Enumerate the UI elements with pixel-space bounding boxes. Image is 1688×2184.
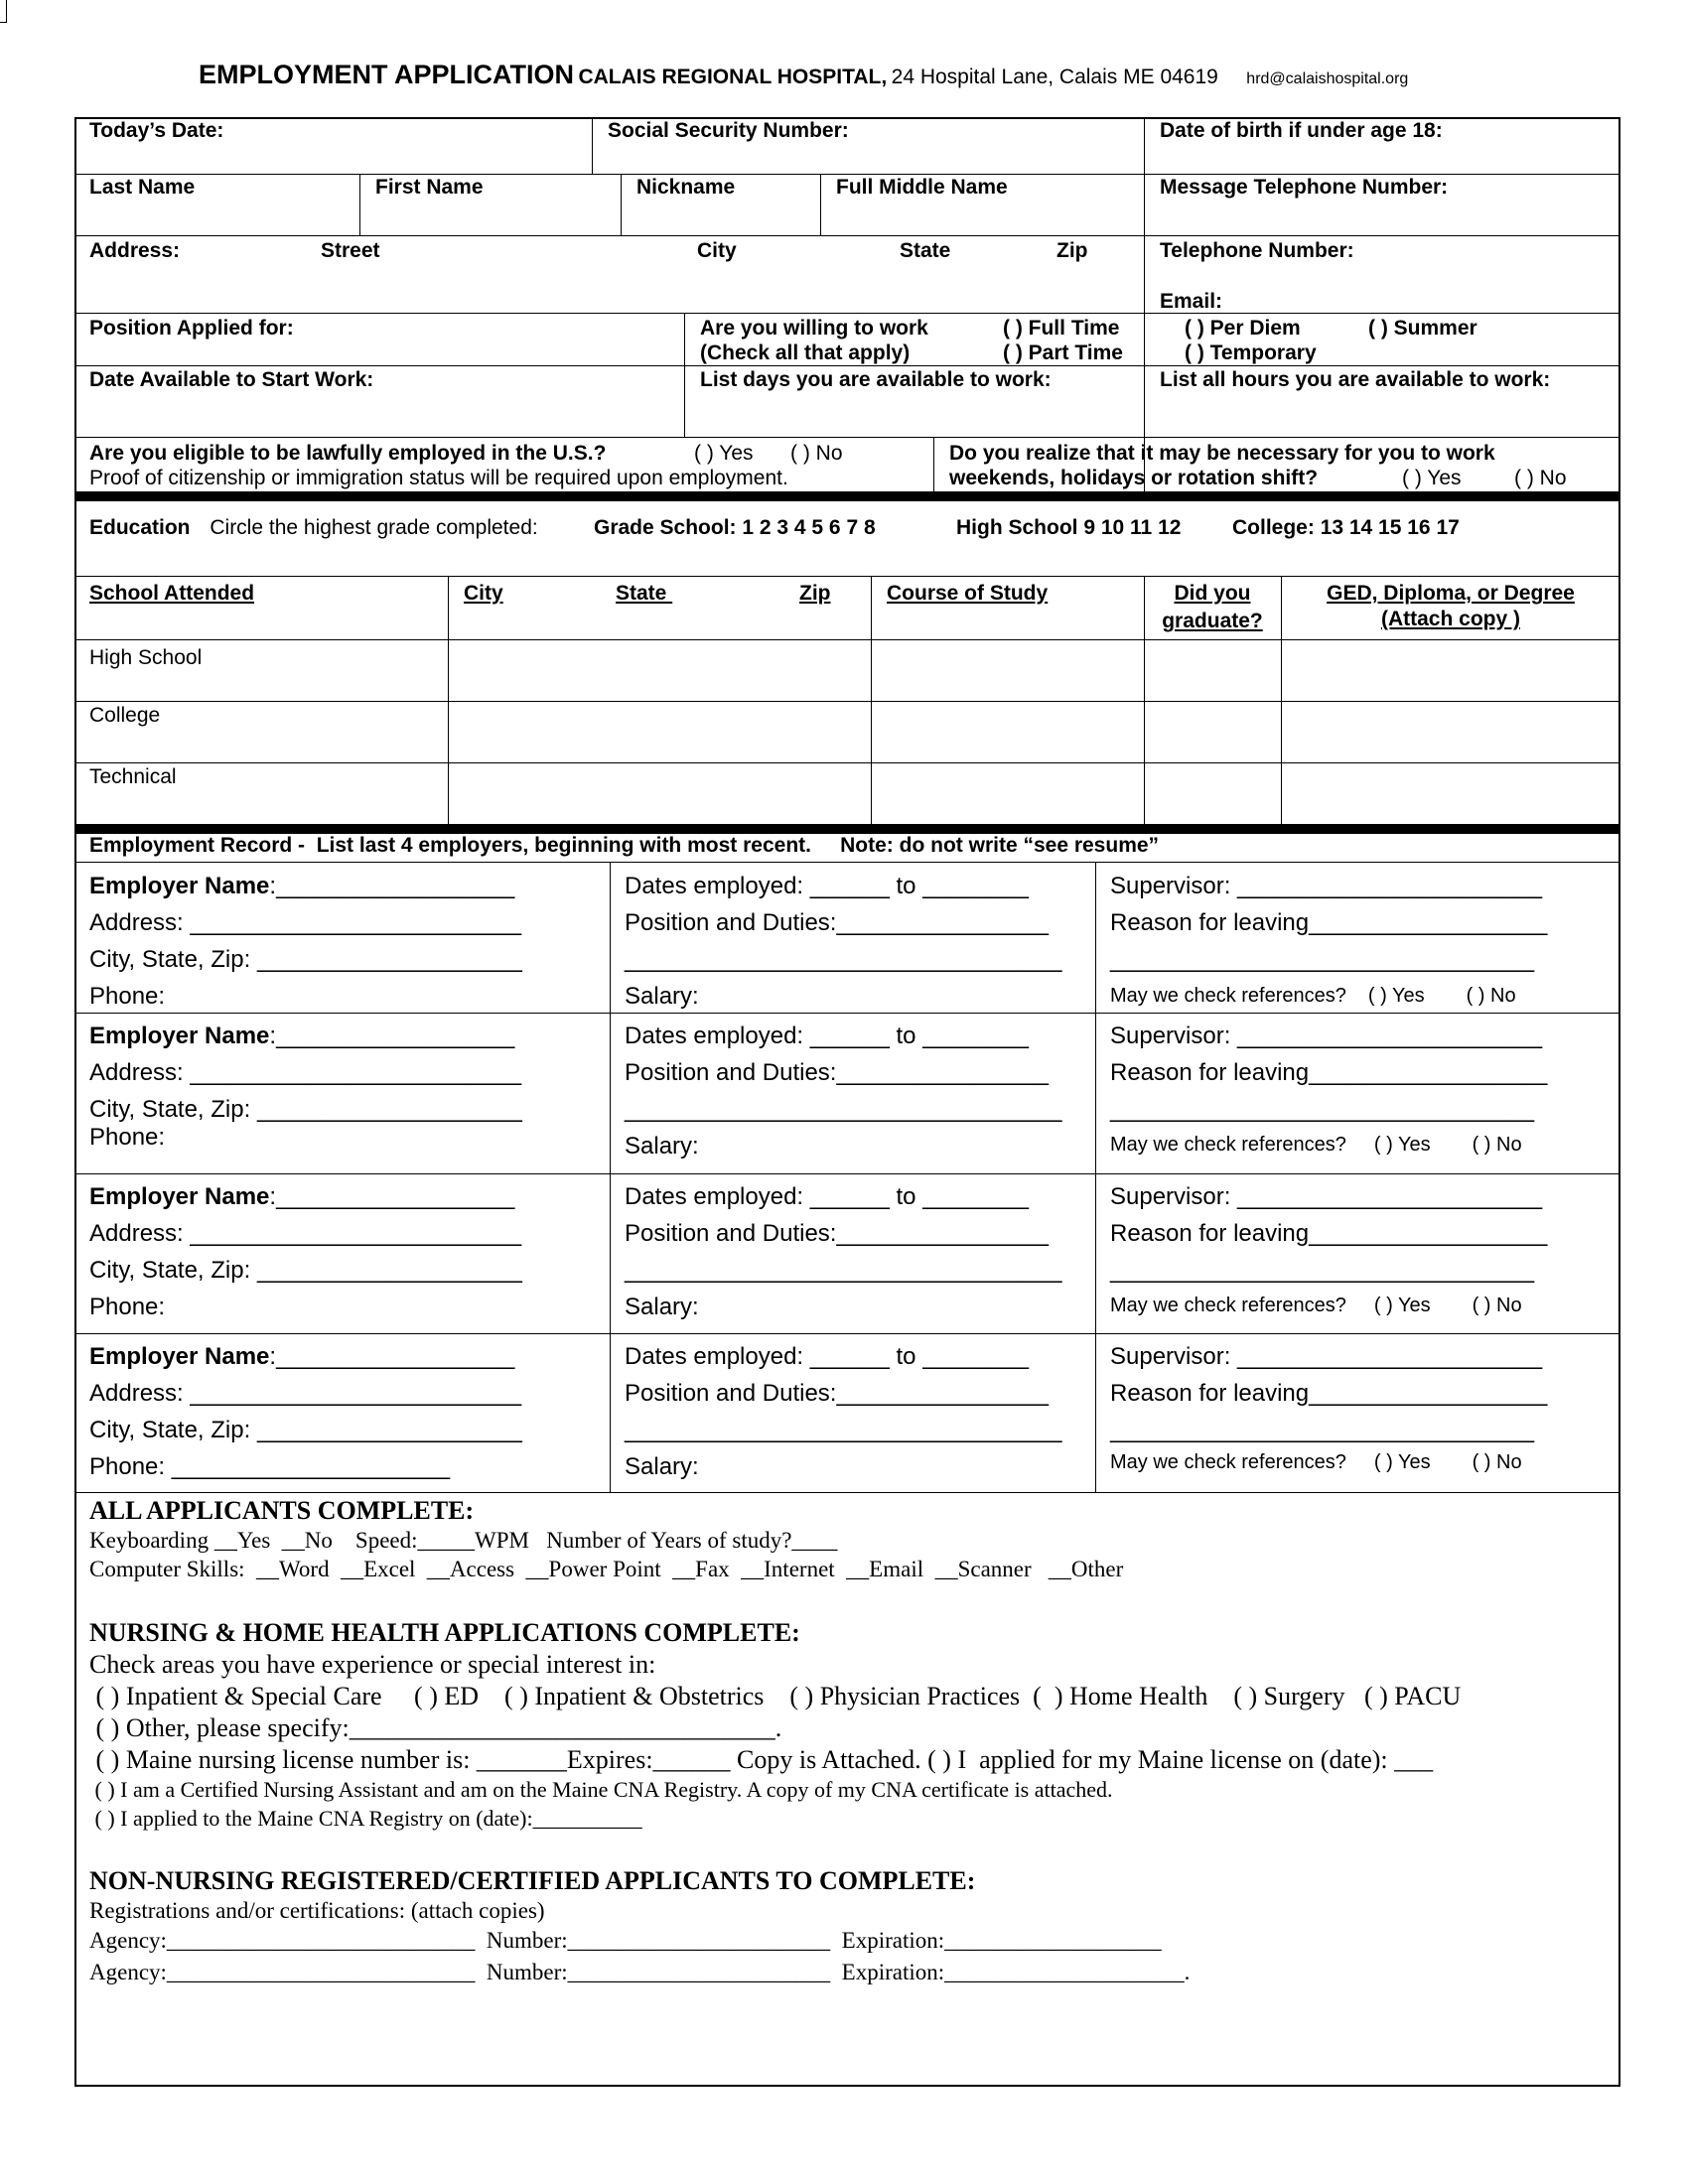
employer-4-phone[interactable]: Phone: _____________________: [89, 1453, 451, 1480]
employer-4-city-state-zip[interactable]: City, State, Zip: ____________________: [89, 1417, 522, 1443]
cna-applied-line[interactable]: ( ) I applied to the Maine CNA Registry on (date):__________: [89, 1806, 642, 1831]
education-label: Education: [89, 516, 191, 539]
hours-available-label: List all hours you are available to work:: [1160, 368, 1551, 391]
willing-to-work-label: Are you willing to work: [700, 317, 928, 340]
per-diem-checkbox[interactable]: ( ) Per Diem: [1185, 317, 1301, 340]
employer-4-ref-yes[interactable]: ( ) Yes: [1373, 1451, 1431, 1473]
eligible-label: Are you eligible to be lawfully employed in the U.S.?: [89, 442, 607, 465]
hospital-name: CALAIS REGIONAL HOSPITAL,: [578, 66, 888, 88]
first-name-label: First Name: [375, 176, 484, 199]
employer-2-position-line[interactable]: _________________________________: [625, 1096, 1062, 1123]
col-state: State: [616, 582, 673, 605]
temporary-checkbox[interactable]: ( ) Temporary: [1185, 341, 1317, 364]
employer-3-reason[interactable]: Reason for leaving__________________: [1110, 1220, 1548, 1247]
employer-2-name[interactable]: Employer Name:__________________: [89, 1023, 515, 1049]
employer-1-phone[interactable]: Phone:: [89, 983, 166, 1010]
row-divider: [74, 365, 1620, 366]
keyboarding-line[interactable]: Keyboarding __Yes __No Speed:_____WPM Number of Years of study?____: [89, 1528, 838, 1553]
employer-4-supervisor[interactable]: Supervisor: _______________________: [1110, 1343, 1543, 1370]
employer-2-references: May we check references? ( ) Yes ( ) No: [1110, 1134, 1522, 1156]
position-applied-label: Position Applied for:: [89, 317, 294, 340]
row-divider: [74, 701, 1620, 702]
full-time-checkbox[interactable]: ( ) Full Time: [1003, 317, 1120, 340]
agency-line-1[interactable]: Agency:___________________________ Number:_______________________ Expiration:___________________: [89, 1928, 1162, 1953]
eligible-no-checkbox[interactable]: ( ) No: [790, 442, 843, 465]
employer-4-address[interactable]: Address: _________________________: [89, 1380, 522, 1407]
employer-3-references: May we check references? ( ) Yes ( ) No: [1110, 1295, 1522, 1316]
todays-date-label: Today’s Date:: [89, 119, 224, 142]
col-divider: [684, 313, 685, 437]
city-label: City: [697, 239, 737, 262]
employer-2-city-state-zip[interactable]: City, State, Zip: ____________________: [89, 1096, 522, 1123]
state-label: State: [900, 239, 951, 262]
school-row-college: College: [89, 704, 161, 727]
agency-line-2[interactable]: Agency:___________________________ Number:_______________________ Expiration:_____________________.: [89, 1960, 1191, 1984]
employer-1-ref-yes[interactable]: ( ) Yes: [1367, 985, 1425, 1007]
part-time-checkbox[interactable]: ( ) Part Time: [1003, 341, 1123, 364]
grade-school-options[interactable]: Grade School: 1 2 3 4 5 6 7 8: [594, 516, 876, 539]
proof-citizenship-note: Proof of citizenship or immigration status will be required upon employment.: [89, 467, 788, 489]
employer-3-dates[interactable]: Dates employed: ______ to ________: [625, 1183, 1029, 1210]
all-applicants-heading: ALL APPLICANTS COMPLETE:: [89, 1496, 475, 1525]
telephone-label: Telephone Number:: [1160, 239, 1354, 262]
row-divider: [74, 313, 1620, 314]
row-divider: [74, 862, 1620, 863]
nickname-label: Nickname: [636, 176, 736, 199]
row-divider: [74, 1013, 1620, 1014]
employer-4-reason[interactable]: Reason for leaving__________________: [1110, 1380, 1548, 1407]
employer-1-position[interactable]: Position and Duties:________________: [625, 909, 1050, 936]
zip-label: Zip: [1056, 239, 1088, 262]
realize-yes-checkbox[interactable]: ( ) Yes: [1402, 467, 1462, 489]
col-degree-line1: GED, Diploma, or Degree: [1327, 582, 1575, 605]
realize-no-checkbox[interactable]: ( ) No: [1514, 467, 1567, 489]
employer-3-name[interactable]: Employer Name:__________________: [89, 1183, 515, 1210]
form-title: EMPLOYMENT APPLICATION: [199, 60, 574, 89]
employer-1-address[interactable]: Address: _________________________: [89, 909, 522, 936]
employer-2-supervisor[interactable]: Supervisor: _______________________: [1110, 1023, 1543, 1049]
employer-3-ref-yes[interactable]: ( ) Yes: [1373, 1295, 1431, 1316]
employer-3-address[interactable]: Address: _________________________: [89, 1220, 522, 1247]
section-divider-thick: [74, 491, 1620, 501]
employer-1-salary[interactable]: Salary:: [625, 983, 699, 1010]
check-all-label: (Check all that apply): [700, 341, 911, 364]
employer-1-reason[interactable]: Reason for leaving__________________: [1110, 909, 1548, 936]
col-divider: [592, 117, 593, 174]
computer-skills-line[interactable]: Computer Skills: __Word __Excel __Access __Power Point __Fax __Internet __Email __Scanner __Other: [89, 1557, 1124, 1581]
nursing-heading: NURSING & HOME HEALTH APPLICATIONS COMPLETE:: [89, 1618, 800, 1647]
col-degree-line2: (Attach copy ): [1380, 608, 1520, 630]
employer-4-position[interactable]: Position and Duties:________________: [625, 1380, 1050, 1407]
col-divider: [621, 174, 622, 235]
realize-question-line1: Do you realize that it may be necessary for you to work: [949, 442, 1495, 465]
section-divider-thick: [74, 824, 1620, 834]
registrations-label: Registrations and/or certifications: (attach copies): [89, 1898, 545, 1923]
col-city: City: [464, 582, 503, 605]
col-school-attended: School Attended: [89, 582, 255, 605]
email-label: Email:: [1160, 290, 1223, 313]
col-divider: [1144, 117, 1145, 491]
employer-3-reason-line[interactable]: ________________________________: [1110, 1257, 1535, 1284]
employer-1-name[interactable]: Employer Name:__________________: [89, 873, 515, 899]
row-divider: [74, 235, 1620, 236]
page-corner-mark: [0, 0, 7, 23]
employer-3-position[interactable]: Position and Duties:________________: [625, 1220, 1050, 1247]
row-divider: [74, 639, 1620, 640]
ssn-label: Social Security Number:: [608, 119, 849, 142]
employer-1-city-state-zip[interactable]: City, State, Zip: ____________________: [89, 946, 522, 973]
employer-1-dates[interactable]: Dates employed: ______ to ________: [625, 873, 1029, 899]
employer-2-phone[interactable]: Phone:: [89, 1124, 166, 1151]
col-zip: Zip: [799, 582, 831, 605]
employer-3-supervisor[interactable]: Supervisor: _______________________: [1110, 1183, 1543, 1210]
message-phone-label: Message Telephone Number:: [1160, 176, 1449, 199]
employer-2-dates[interactable]: Dates employed: ______ to ________: [625, 1023, 1029, 1049]
employer-2-reason-line[interactable]: ________________________________: [1110, 1096, 1535, 1123]
col-divider: [610, 862, 611, 1492]
employer-1-references: May we check references? ( ) Yes ( ) No: [1110, 985, 1516, 1007]
employer-4-position-line[interactable]: _________________________________: [625, 1417, 1062, 1443]
dob-label: Date of birth if under age 18:: [1160, 119, 1443, 142]
row-divider: [74, 174, 1620, 175]
employer-2-salary[interactable]: Salary:: [625, 1133, 699, 1160]
eligible-yes-checkbox[interactable]: ( ) Yes: [694, 442, 754, 465]
col-divider: [820, 174, 821, 235]
employer-4-name[interactable]: Employer Name:__________________: [89, 1343, 515, 1370]
address-label: Address:: [89, 239, 181, 262]
employer-2-ref-no[interactable]: ( ) No: [1472, 1134, 1522, 1156]
col-divider: [1095, 862, 1096, 1492]
school-row-technical: Technical: [89, 765, 177, 788]
employer-4-references: May we check references? ( ) Yes ( ) No: [1110, 1451, 1522, 1473]
employer-3-phone[interactable]: Phone:: [89, 1294, 166, 1320]
realize-question-line2: weekends, holidays or rotation shift?: [949, 467, 1319, 489]
days-available-label: List days you are available to work:: [700, 368, 1052, 391]
form-header: [199, 60, 1408, 90]
col-divider: [871, 576, 872, 824]
col-course: Course of Study: [887, 582, 1049, 605]
maine-license-line[interactable]: ( ) Maine nursing license number is: _______Expires:______ Copy is Attached. ( ) I applied for my Maine license on (date): ___: [89, 1745, 1434, 1774]
employer-4-ref-no[interactable]: ( ) No: [1472, 1451, 1522, 1473]
col-graduate-line1: Did you: [1174, 582, 1251, 605]
employer-3-city-state-zip[interactable]: City, State, Zip: ____________________: [89, 1257, 522, 1284]
cna-registry-line[interactable]: ( ) I am a Certified Nursing Assistant and am on the Maine CNA Registry. A copy of my CNA certificate is attached.: [89, 1777, 1113, 1802]
employer-1-ref-no[interactable]: ( ) No: [1466, 985, 1516, 1007]
row-divider: [74, 762, 1620, 763]
date-available-label: Date Available to Start Work:: [89, 368, 374, 391]
employer-1-supervisor[interactable]: Supervisor: _______________________: [1110, 873, 1543, 899]
employer-2-address[interactable]: Address: _________________________: [89, 1059, 522, 1086]
other-specify-line[interactable]: ( ) Other, please specify:_________________________________.: [89, 1713, 782, 1742]
row-divider: [74, 1492, 1620, 1493]
circle-grade-label: Circle the highest grade completed:: [210, 516, 538, 539]
employer-1-reason-line[interactable]: ________________________________: [1110, 946, 1535, 973]
employer-3-position-line[interactable]: _________________________________: [625, 1257, 1062, 1284]
hospital-address: 24 Hospital Lane, Calais ME 04619: [891, 66, 1218, 88]
check-areas-label: Check areas you have experience or special interest in:: [89, 1650, 656, 1679]
employment-record-header: Employment Record - List last 4 employers, beginning with most recent. Note: do not write “see resume”: [89, 834, 1160, 857]
row-divider: [74, 1333, 1620, 1334]
experience-areas-options[interactable]: ( ) Inpatient & Special Care ( ) ED ( ) Inpatient & Obstetrics ( ) Physician Practices ( ) Home Health ( ) Surgery ( ) PACU: [89, 1682, 1462, 1710]
education-row: [89, 516, 538, 540]
employer-3-ref-no[interactable]: ( ) No: [1472, 1295, 1522, 1316]
employer-4-dates[interactable]: Dates employed: ______ to ________: [625, 1343, 1029, 1370]
col-divider: [933, 437, 934, 491]
high-school-options[interactable]: High School 9 10 11 12: [956, 516, 1182, 539]
hospital-email: hrd@calaishospital.org: [1246, 70, 1409, 87]
employer-4-reason-line[interactable]: ________________________________: [1110, 1417, 1535, 1443]
col-divider: [359, 174, 360, 235]
street-label: Street: [321, 239, 380, 262]
summer-checkbox[interactable]: ( ) Summer: [1368, 317, 1477, 340]
employer-2-position[interactable]: Position and Duties:________________: [625, 1059, 1050, 1086]
col-divider: [448, 576, 449, 824]
row-divider: [74, 437, 1620, 438]
school-row-high-school: High School: [89, 646, 203, 669]
row-divider: [74, 576, 1620, 577]
col-graduate-line2: graduate?: [1162, 610, 1263, 632]
non-nursing-heading: NON-NURSING REGISTERED/CERTIFIED APPLICANTS TO COMPLETE:: [89, 1866, 976, 1895]
college-options[interactable]: College: 13 14 15 16 17: [1232, 516, 1460, 539]
employer-2-ref-yes[interactable]: ( ) Yes: [1373, 1134, 1431, 1156]
employer-3-salary[interactable]: Salary:: [625, 1294, 699, 1320]
last-name-label: Last Name: [89, 176, 196, 199]
middle-name-label: Full Middle Name: [836, 176, 1008, 199]
employer-2-reason[interactable]: Reason for leaving__________________: [1110, 1059, 1548, 1086]
row-divider: [74, 1173, 1620, 1174]
employer-1-position-line[interactable]: _________________________________: [625, 946, 1062, 973]
employer-4-salary[interactable]: Salary:: [625, 1453, 699, 1480]
